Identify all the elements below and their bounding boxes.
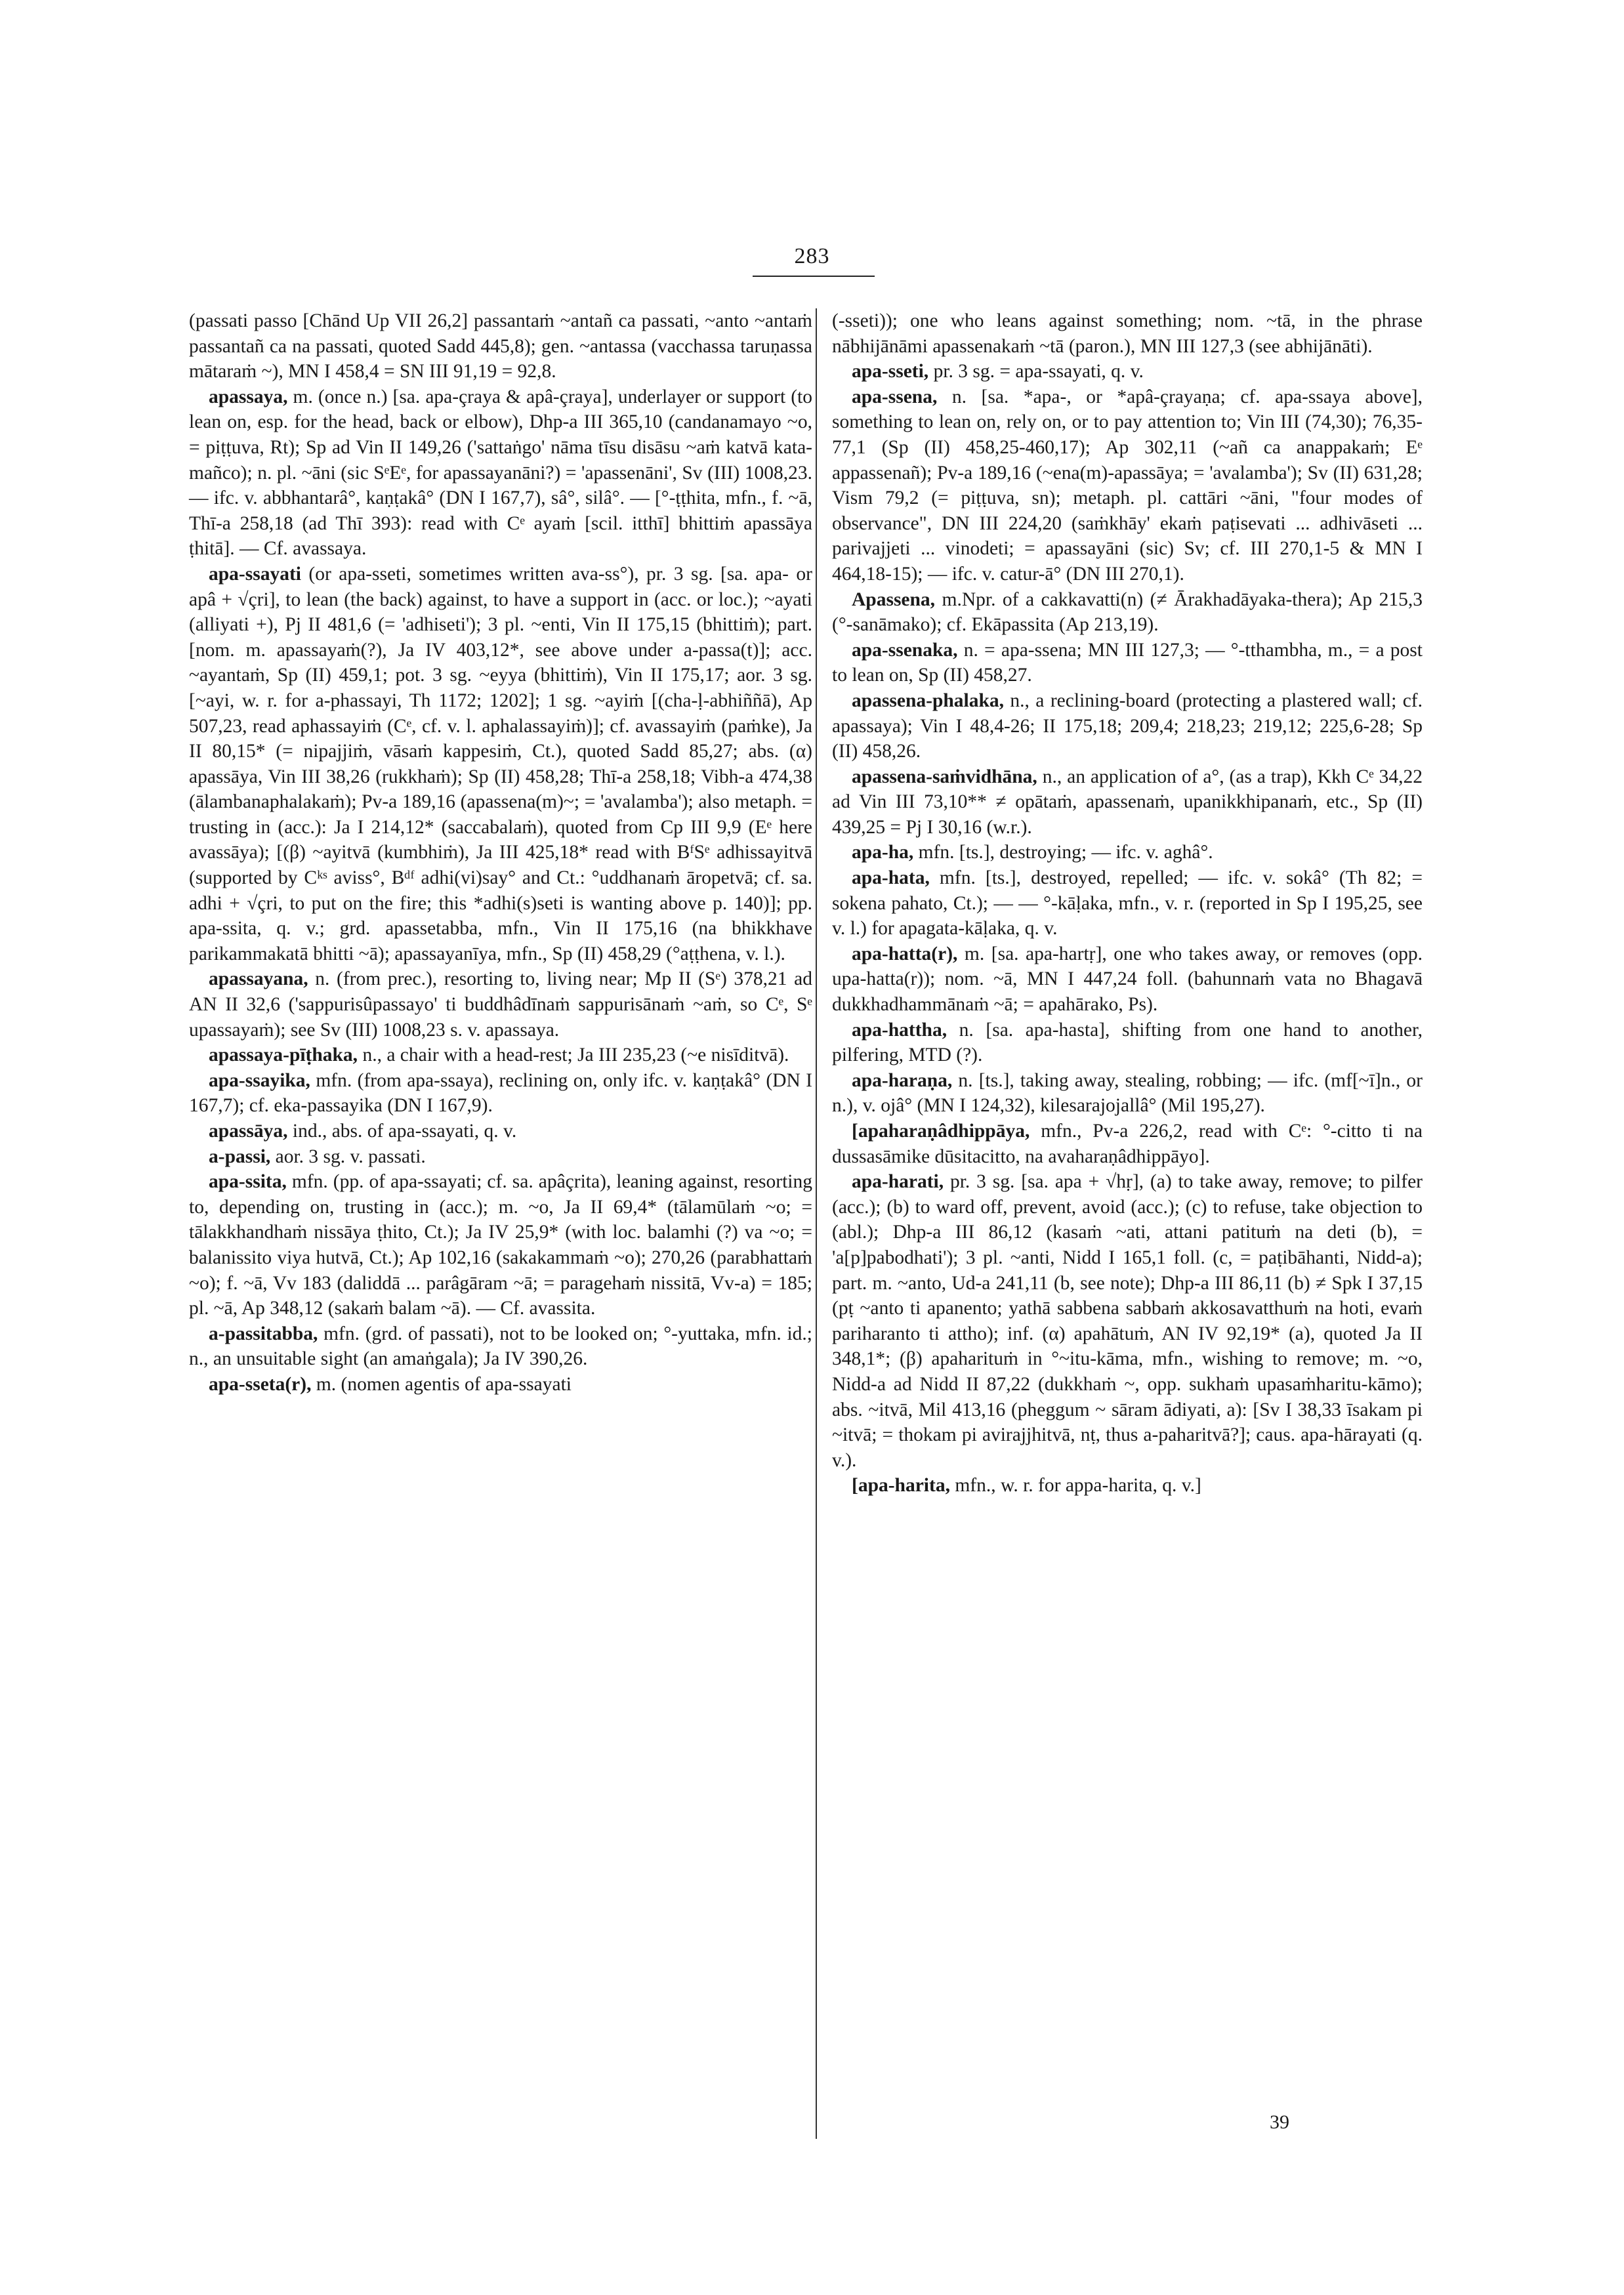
dictionary-entry: [832, 941, 1423, 1018]
entry-headword: apa-hata,: [852, 867, 930, 889]
dictionary-entry: [832, 764, 1423, 840]
entry-text: n. (from prec.), resorting to, living near; Mp II (Sᵉ) 378,21 ad AN II 32,6 ('sappurisûpassayo' ti buddhâdīnaṁ sappurisānaṁ ~aṁ, so Cᵉ, Sᵉ upassayaṁ); see Sv (III) 1008,23 s. v. apassaya.: [189, 968, 812, 1041]
dictionary-entry: [189, 562, 812, 967]
entry-text: (-sseti)); one who leans against something; nom. ~tā, in the phrase nābhijānāmi apassenakaṁ ~tā (paron.), MN III 127,3 (see abhijānāti).: [832, 310, 1423, 357]
entry-headword: a-passitabba,: [209, 1323, 318, 1344]
entry-text: n. [ts.], taking away, stealing, robbing; — ifc. (mf[~ī]n., or n.), v. ojâ° (MN I 124,32), kilesarajojallâ° (Mil 195,27).: [832, 1069, 1423, 1117]
column-divider: [816, 308, 817, 2139]
dictionary-entry: [832, 1018, 1423, 1068]
entry-headword: apa-ssayati: [209, 563, 301, 585]
dictionary-entry: [832, 1473, 1423, 1499]
entry-text: mfn. (pp. of apa-ssayati; cf. sa. apâçrita), leaning against, resorting to, depending on, trusting in (acc.); m. ~o, Ja II 69,4* (tālamūlaṁ ~o; = tālakkhandhaṁ nissāya ṭhito, Ct.); Ja IV 25,9* (with loc. balamhi (?) va ~o; = balanissito viya hutvā, Ct.); Ap 102,16 (sakakammaṁ ~o); 270,26 (parabhattaṁ ~o); f. ~ā, Vv 183 (daliddā ... parâgāram ~ā; = paragehaṁ nissitā, Vv-a) = 185; pl. ~ā, Ap 348,12 (sakaṁ balam ~ā). — Cf. avassita.: [189, 1171, 812, 1319]
entry-text: m. (once n.) [sa. apa-çraya & apâ-çraya], underlayer or support (to lean on, esp. for the head, back or elbow), Dhp-a III 365,10 (candanamayo ~o, = piṭṭuva, Rt); Sp ad Vin II 149,26 ('sattaṅgo' nāma tīsu disāsu ~aṁ katvā kata-mañco); n. pl. ~āni (sic SᵉEᵉ, for apassayanāni?) = 'apassenāni', Sv (III) 1008,23. — ifc. v. abbhantarâ°, kaṇṭakâ° (DN I 167,7), sâ°, silâ°. — [°-ṭṭhita, mfn., f. ~ā, Thī-a 258,18 (ad Thī 393): read with Cᵉ ayaṁ [scil. itthī] bhittiṁ apassāya ṭhitā]. — Cf. avassaya.: [189, 386, 812, 560]
dictionary-entry: [832, 865, 1423, 941]
dictionary-entry: [189, 1144, 812, 1170]
entry-text: n. [sa. *apa-, or *apâ-çrayaṇa; cf. apa-ssaya above], something to lean on, rely on, or to pay attention to; Vin III (74,30); 76,35-77,1 (Sp (II) 458,25-460,17); Ap 302,11 (~añ ca anappakaṁ; Eᵉ appassenañ); Pv-a 189,16 (~ena(m)-apassāya; = 'avalamba'); Sv (II) 631,28; Vism 79,2 (= piṭṭuva, sn); metaph. pl. cattāri ~āni, "four modes of observance", DN III 224,20 (saṁkhāy' ekaṁ paṭisevati ... adhivāseti ... parivajjeti ... vinodeti; = apassayāni (sic) Sv; cf. III 270,1-5 & MN I 464,18-15); — ifc. v. catur-ā° (DN III 270,1).: [832, 386, 1423, 585]
folio-mark: 39: [1270, 2111, 1289, 2133]
entry-headword: apa-ha,: [852, 842, 914, 863]
entry-text: (passati passo [Chānd Up VII 26,2] passantaṁ ~antañ ca passati, ~anto ~antaṁ passantañ ca na passati, quoted Sadd 445,8); gen. ~antassa (vacchassa taruṇassa mātaraṁ ~), MN I 458,4 = SN III 91,19 = 92,8.: [189, 310, 812, 382]
entry-text: mfn., Pv-a 226,2, read with Cᵉ: °-citto ti na dussasāmike dūsitacitto, na avaharaṇâdhippāyo].: [832, 1121, 1423, 1167]
entry-headword: apassaya-pīṭhaka,: [209, 1044, 358, 1066]
dictionary-entry: [189, 966, 812, 1043]
entry-headword: [apaharaṇâdhippāya,: [852, 1121, 1030, 1142]
dictionary-entry: [832, 359, 1423, 384]
left-column: [189, 308, 812, 1397]
dictionary-entry: [832, 1169, 1423, 1473]
entry-headword: apassaya,: [209, 386, 288, 407]
entry-headword: apa-ssenaka,: [852, 639, 958, 661]
entry-text: n., an application of a°, (as a trap), Kkh Cᵉ 34,22 ad Vin III 73,10** ≠ opātaṁ, apassenaṁ, upanikkhipanaṁ, etc., Sp (II) 439,25 = Pj I 30,16 (w.r.).: [832, 766, 1423, 838]
dictionary-entry: [832, 840, 1423, 865]
dictionary-entry: [189, 308, 812, 384]
entry-headword: apassena-saṁvidhāna,: [852, 766, 1037, 787]
entry-text: m. (nomen agentis of apa-ssayati: [311, 1373, 572, 1395]
entry-text: aor. 3 sg. v. passati.: [270, 1146, 426, 1167]
entry-text: n. [sa. apa-hasta], shifting from one hand to another, pilfering, MTD (?).: [832, 1019, 1423, 1066]
entry-headword: apa-ssena,: [852, 386, 938, 407]
entry-text: m. [sa. apa-hartṛ], one who takes away, or removes (opp. upa-hatta(r)); nom. ~ā, MN I 447,24 foll. (bahunnaṁ vata no Bhagavā dukkhadhammānaṁ ~ā; = apahārako, Ps).: [832, 943, 1423, 1016]
entry-headword: apa-haraṇa,: [852, 1069, 953, 1091]
dictionary-entry: [189, 1372, 812, 1397]
entry-text: n., a chair with a head-rest; Ja III 235,23 (~e nisīditvā).: [358, 1044, 789, 1066]
entry-text: n. = apa-ssena; MN III 127,3; — °-tthambha, m., = a post to lean on, Sp (II) 458,27.: [832, 639, 1423, 686]
entry-headword: apa-ssayika,: [209, 1069, 310, 1091]
entry-text: mfn. (grd. of passati), not to be looked on; °-yuttaka, mfn. id.; n., an unsuitable sight (an amaṅgala); Ja IV 390,26.: [189, 1323, 812, 1370]
dictionary-entry: [189, 1119, 812, 1144]
right-column: [832, 308, 1423, 1499]
entry-headword: apassāya,: [209, 1121, 288, 1142]
entry-headword: apa-ssita,: [209, 1171, 287, 1193]
entry-headword: apa-hatta(r),: [852, 943, 958, 964]
entry-headword: apassena-phalaka,: [852, 690, 1004, 711]
dictionary-entry: [832, 688, 1423, 764]
entry-headword: a-passi,: [209, 1146, 271, 1167]
entry-text: pr. 3 sg. = apa-ssayati, q. v.: [928, 361, 1144, 382]
entry-headword: apa-sseti,: [852, 361, 929, 382]
entry-headword: apa-hattha,: [852, 1019, 947, 1041]
dictionary-entry: [189, 1043, 812, 1068]
entry-text: m.Npr. of a cakkavatti(n) (≠ Ārakhadāyaka-thera); Ap 215,3 (°-sanāmako); cf. Ekāpassita (Ap 213,19).: [832, 589, 1423, 636]
entry-text: mfn. (from apa-ssaya), reclining on, only ifc. v. kaṇṭakâ° (DN I 167,7); cf. eka-passayika (DN I 167,9).: [189, 1069, 812, 1117]
entry-text: ind., abs. of apa-ssayati, q. v.: [287, 1121, 517, 1142]
entry-text: (or apa-sseti, sometimes written ava-ss°), pr. 3 sg. [sa. apa- or apâ + √çri], to lean (the back) against, to have a support in (acc. or loc.); ~ayati (alliyati +), Pj II 481,6 (= 'adhiseti'); 3 pl. ~enti, Vin II 175,15 (bhittiṁ); part. [nom. m. apassayaṁ(?), Ja IV 403,12*, see above under a-passa(t)]; acc. ~ayantaṁ, Sp (II) 459,1; pot. 3 sg. ~eyya (bhittiṁ), Vin II 175,17; aor. 3 sg. [~ayi, w. r. for a-phassayi, Th 1172; 1202]; 1 sg. ~ayiṁ [(cha-ḷ-abhiññā), Ap 507,23, read aphassayiṁ (Cᵉ, cf. v. l. aphalassayiṁ)]; cf. avassayiṁ (paṁke), Ja II 80,15* (= nipajjiṁ, vāsaṁ kappesiṁ, Ct.), quoted Sadd 85,27; abs. (α) apassāya, Vin III 38,26 (rukkhaṁ); Sp (II) 458,28; Thī-a 258,18; Vibh-a 474,38 (ālambanaphalakaṁ); Pv-a 189,16 (apassena(m)~; = 'avalamba'); also metaph. = trusting in (acc.): Ja I 214,12* (saccabalaṁ), quoted from Cp III 9,9 (Eᵉ here avassāya); [(β) ~ayitvā (kumbhiṁ), Ja III 425,18* read with BᶠSᵉ adhissayitvā (supported by Cᵏˢ aviss°, Bᵈᶠ adhi(vi)say° and Ct.: °uddhanaṁ āropetvā; cf. sa. adhi + √çri, to put on the fire; this *adhi(s)seti is wanting above p. 140)]; pp. apa-ssita, q. v.; grd. apassetabba, mfn., Vin II 175,16 (na bhikkhave parikammakatā bhitti ~ā); apassayanīya, mfn., Sp (II) 458,29 (°aṭṭhena, v. l.).: [189, 563, 812, 964]
entry-headword: apa-sseta(r),: [209, 1373, 312, 1395]
entry-headword: apa-harati,: [852, 1171, 944, 1193]
dictionary-entry: [832, 587, 1423, 638]
dictionary-entry: [189, 1169, 812, 1321]
entry-text: n., a reclining-board (protecting a plastered wall; cf. apassaya); Vin I 48,4-26; II 175,18; 209,4; 218,23; 219,12; 225,6-28; Sp (II) 458,26.: [832, 690, 1423, 762]
dictionary-entry: [189, 1068, 812, 1119]
dictionary-entry: [832, 1119, 1423, 1169]
dictionary-entry: [832, 1068, 1423, 1119]
entry-text: mfn. [ts.], destroyed, repelled; — ifc. v. sokâ° (Th 82; = sokena pahato, Ct.); — — °-kāḷaka, mfn., v. r. (reported in Sp I 195,25, see v. l.) for apagata-kāḷaka, q. v.: [832, 867, 1423, 940]
entry-headword: apassayana,: [209, 968, 308, 990]
dictionary-entry: [832, 638, 1423, 688]
page-number: 283: [794, 244, 830, 268]
entry-text: mfn., w. r. for appa-harita, q. v.]: [949, 1475, 1201, 1497]
entry-text: pr. 3 sg. [sa. apa + √hṛ], (a) to take away, remove; to pilfer (acc.); (b) to ward off, prevent, avoid (acc.); (c) to refuse, take objection to (abl.); Dhp-a III 86,12 (kasaṁ ~ati, attani patituṁ na deti (b), = 'a[p]pabodhati'); 3 pl. ~anti, Nidd I 165,1 foll. (c, = paṭibāhanti, Nidd-a); part. m. ~anto, Ud-a 241,11 (b, see note); Dhp-a III 86,11 (b) ≠ Spk I 37,15 (pṭ ~anto ti apanento; yathā sabbena sabbaṁ akkosavatthuṁ na hoti, evaṁ pariharanto ti attho); inf. (α) apahātuṁ, AN IV 92,19* (a), quoted Ja II 348,1*; (β) apaharituṁ in °~itu-kāma, mfn., wishing to remove; m. ~o, Nidd-a ad Nidd II 87,22 (dukkhaṁ ~, opp. sukhaṁ upasaṁharitu-kāmo); abs. ~itvā, Mil 413,16 (pheggum ~ sāram ādiyati, a): [Sv I 38,33 īsakam pi ~itvā; = thokam pi avirajjhitvā, nṭ, thus a-paharitvā?]; caus. apa-hārayati (q. v.).: [832, 1171, 1423, 1471]
entry-headword: [apa-harita,: [852, 1475, 950, 1497]
dictionary-entry: [832, 308, 1423, 359]
entry-headword: Apassena,: [852, 589, 936, 610]
header-rule: [753, 276, 875, 277]
entry-text: mfn. [ts.], destroying; — ifc. v. aghâ°.: [913, 842, 1213, 863]
dictionary-entry: [189, 1321, 812, 1372]
dictionary-entry: [189, 384, 812, 562]
dictionary-entry: [832, 384, 1423, 587]
